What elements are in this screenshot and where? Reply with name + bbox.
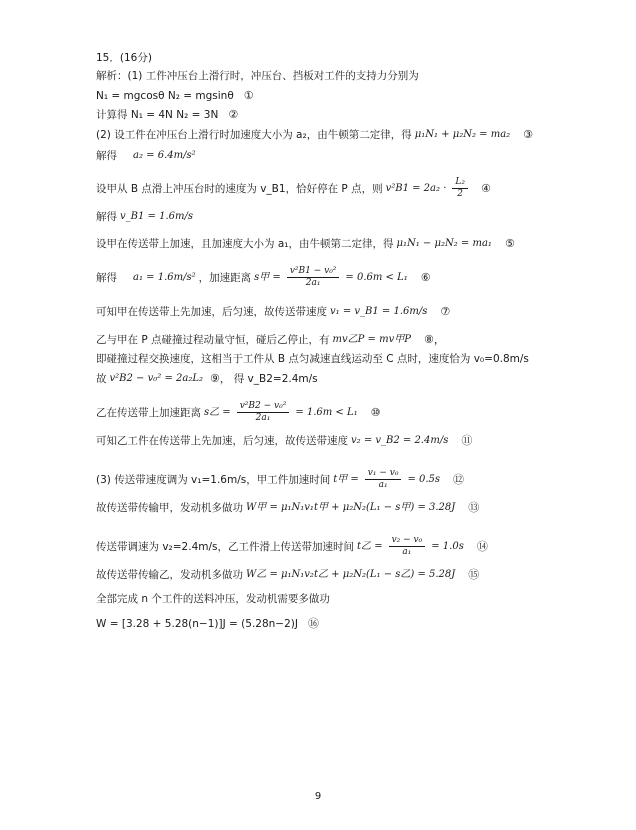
line-6: 设甲从 B 点滑上冲压台时的速度为 v_B1，恰好停在 P 点，则 v²B1 = 2a₂ · $\frac{\text{L₂}}{2}$ ④ — [96, 177, 491, 199]
line-11: 乙与甲在 P 点碰撞过程动量守恒，碰后乙停止，有 mv乙P = mv甲P ⑧， — [96, 333, 445, 346]
line-12: 即碰撞过程交换速度，这相当于工件从 B 点匀减速直线运动至 C 点时，速度恰为 v₀=0.8m/s — [96, 353, 529, 365]
marker: ⑧， — [423, 333, 445, 346]
fraction: $\frac{\text{L₂}}{2}$ — [452, 177, 468, 200]
line-5: 解得 a₂ = 6.4m/s² — [96, 150, 196, 162]
equation: μ₁N₁ + μ₂N₂ = ma₂ — [414, 129, 511, 140]
equation: v₂ = v_B2 = 2.4m/s — [351, 435, 449, 446]
equation: μ₁N₁ − μ₂N₂ = ma₁ — [396, 238, 492, 249]
line-10: 可知甲在传送带上先加速，后匀速，故传送带速度 v₁ = v_B1 = 1.6m/s ⑦ — [96, 305, 451, 318]
equation: = 0.6m < L₁ — [345, 271, 408, 283]
marker: ⑮ — [468, 568, 480, 581]
equation: = 0.5s — [407, 473, 441, 485]
marker: ⑯ — [307, 617, 319, 630]
line-4: (2) 设工件在冲压台上滑行时加速度大小为 a₂，由牛顿第二定律，得 μ₁N₁ + μ₂N₂ = ma₂ ③ — [96, 128, 534, 141]
line-8: 设甲在传送带上加速，且加速度大小为 a₁，由牛顿第二定律，得 μ₁N₁ − μ₂N₂ = ma₁ ⑤ — [96, 237, 515, 250]
fraction: $\frac{\text{v₂ − v₀}}{\text{a₁}}$ — [389, 535, 426, 558]
equation: v²B2 − v₀² = 2a₂L₂ — [109, 373, 203, 384]
marker: ⑨ — [210, 372, 220, 385]
line-1: 解析：(1) 工件冲压台上滑行时，冲压台、挡板对工件的支持力分别为 — [96, 70, 419, 82]
equation: v²B1 = 2a₂ · — [385, 182, 447, 194]
page-number: 9 — [314, 791, 322, 802]
marker: ② — [228, 108, 239, 121]
equation: W甲 = μ₁N₁v₁t甲 + μ₂N₂(L₁ − s甲) = 3.28J — [246, 502, 456, 513]
line-13: 故 v²B2 − v₀² = 2a₂L₂ ⑨ ， 得 v_B2=2.4m/s — [96, 372, 318, 385]
equation: s甲 = — [254, 271, 281, 283]
marker: ⑦ — [440, 305, 451, 318]
equation: = 1.0s — [431, 540, 464, 552]
equation: = 1.6m < L₁ — [295, 406, 358, 418]
line-9: 解得 a₁ = 1.6m/s² ，加速距离 s甲 = $\frac{\text{v²B1 − v₀²}}{\text{2a₁}}$ = 0.6m < L₁ ⑥ — [96, 266, 431, 288]
equation: t甲 = — [333, 473, 359, 485]
line-15: 可知乙工件在传送带上先加速，后匀速，故传送带速度 v₂ = v_B2 = 2.4m/s ⑪ — [96, 434, 473, 447]
line-3: 计算得 N₁ = 4N N₂ = 3N ② — [96, 108, 239, 121]
fraction: $\frac{\text{v₁ − v₀}}{\text{a₁}}$ — [365, 468, 402, 491]
marker: ⑩ — [370, 405, 381, 419]
line-14: 乙在传送带上加速距离 s乙 = $\frac{\text{v²B2 − v₀²}}{\text{2a₁}}$ = 1.6m < L₁ ⑩ — [96, 401, 381, 423]
marker: ⑥ — [420, 270, 431, 284]
marker: ⑬ — [468, 501, 480, 514]
equation: W乙 = μ₁N₁v₂t乙 + μ₂N₂(L₁ − s乙) = 5.28J — [246, 569, 456, 580]
equation: v_B1 = 1.6m/s — [120, 211, 193, 222]
marker: ④ — [480, 181, 491, 195]
marker: ③ — [523, 128, 534, 141]
line-18: 传送带调速为 v₂=2.4m/s，乙工件滑上传送带加速时间 t乙 = $\frac{\text{v₂ − v₀}}{\text{a₁}}$ = 1.0s ⑭ — [96, 535, 488, 557]
marker: ⑫ — [453, 472, 465, 486]
equation: v₁ = v_B1 = 1.6m/s — [330, 306, 428, 317]
equation: a₂ = 6.4m/s² — [133, 150, 196, 161]
line-2: N₁ = mgcosθ N₂ = mgsinθ ① — [96, 89, 254, 102]
line-21: W = [3.28 + 5.28(n−1)]J = (5.28n−2)J ⑯ — [96, 617, 319, 630]
marker: ⑭ — [476, 539, 488, 553]
line-16: (3) 传送带速度调为 v₁=1.6m/s，甲工件加速时间 t甲 = $\frac{\text{v₁ − v₀}}{\text{a₁}}$ = 0.5s ⑫ — [96, 468, 465, 490]
fraction: $\frac{\text{v²B2 − v₀²}}{\text{2a₁}}$ — [237, 401, 290, 424]
equation: s乙 = — [204, 406, 231, 418]
line-7: 解得 v_B1 = 1.6m/s — [96, 211, 193, 223]
marker: ① — [243, 89, 254, 102]
line-17: 故传送带传输甲，发动机多做功 W甲 = μ₁N₁v₁t甲 + μ₂N₂(L₁ − s甲) = 3.28J ⑬ — [96, 501, 480, 514]
equation: a₁ = 1.6m/s² — [133, 271, 196, 283]
fraction: $\frac{\text{v²B1 − v₀²}}{\text{2a₁}}$ — [287, 266, 340, 289]
equation: t乙 = — [357, 540, 383, 552]
equation: mv乙P = mv甲P — [332, 334, 411, 345]
line-20: 全部完成 n 个工件的送料冲压，发动机需要多做功 — [96, 593, 330, 605]
marker: ⑪ — [461, 434, 473, 447]
problem-header: 15．(16分) — [96, 52, 152, 64]
line-19: 故传送带传输乙，发动机多做功 W乙 = μ₁N₁v₂t乙 + μ₂N₂(L₁ − s乙) = 5.28J ⑮ — [96, 568, 480, 581]
marker: ⑤ — [504, 237, 515, 250]
